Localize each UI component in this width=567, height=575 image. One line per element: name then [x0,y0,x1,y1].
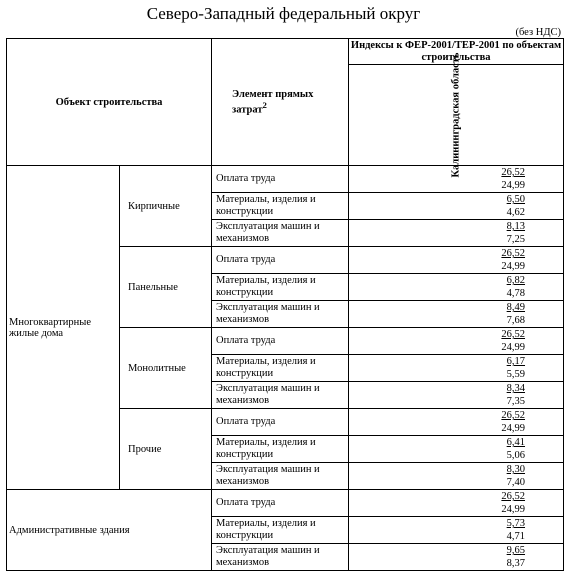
index-value-primary: 26,52 [501,410,526,421]
index-values [349,355,564,382]
cost-element: Материалы, изделия и конструкции [212,436,349,463]
index-value-secondary: 24,99 [501,261,526,272]
header-indices: Индексы к ФЕР-2001/ТЕР-2001 по объектам строительства [349,39,564,65]
object-subgroup: Прочие [120,409,212,490]
index-value-primary: 8,49 [506,302,526,313]
index-value-primary: 26,52 [501,167,526,178]
table-row [7,490,564,517]
index-values [349,436,564,463]
index-values [349,274,564,301]
index-value-secondary: 5,59 [506,369,526,380]
object-subgroup: Панельные [120,247,212,328]
index-value-primary: 6,82 [506,275,526,286]
header-element [212,39,349,166]
index-value-secondary: 4,71 [506,531,526,542]
header-element-text: Элемент прямых затрат [232,88,314,116]
index-value-secondary: 24,99 [501,423,526,434]
cost-element: Материалы, изделия и конструкции [212,193,349,220]
index-value-secondary: 24,99 [501,180,526,191]
cost-element: Оплата труда [212,409,349,436]
index-value-secondary: 4,78 [506,288,526,299]
cost-element: Оплата труда [212,490,349,517]
cost-element: Эксплуатация машин и механизмов [212,544,349,571]
object-subgroup: Кирпичные [120,166,212,247]
index-value-primary: 26,52 [501,248,526,259]
cost-element: Материалы, изделия и конструкции [212,355,349,382]
cost-element: Оплата труда [212,328,349,355]
index-values [349,247,564,274]
header-element-sup: 2 [262,99,267,110]
index-value-primary: 8,13 [506,221,526,232]
cost-element: Эксплуатация машин и механизмов [212,220,349,247]
index-values [349,409,564,436]
index-values [349,463,564,490]
cost-element: Материалы, изделия и конструкции [212,274,349,301]
index-value-primary: 6,41 [506,437,526,448]
cost-element: Оплата труда [212,166,349,193]
index-values [349,328,564,355]
index-value-secondary: 7,40 [506,477,526,488]
index-value-primary: 8,34 [506,383,526,394]
indices-table [6,38,564,571]
cost-element: Оплата труда [212,247,349,274]
index-value-secondary: 7,35 [506,396,526,407]
page-title: Северо-Западный федеральный округ [146,4,421,23]
header-region-text: Калининградская область [450,52,462,178]
index-value-primary: 6,50 [506,194,526,205]
index-value-primary: 26,52 [501,491,526,502]
header-object: Объект строительства [7,39,212,166]
vat-note: (без НДС) [515,27,561,38]
index-value-secondary: 7,68 [506,315,526,326]
index-values [349,517,564,544]
index-value-secondary: 4,62 [506,207,526,218]
index-value-primary: 26,52 [501,329,526,340]
index-values [349,544,564,571]
cost-element: Эксплуатация машин и механизмов [212,382,349,409]
index-value-primary: 6,17 [506,356,526,367]
object-group: Многоквартирные жилые дома [7,166,120,490]
object-group: Административные здания [7,490,212,571]
index-values [349,193,564,220]
index-value-primary: 9,65 [506,545,526,556]
index-values [349,220,564,247]
index-value-secondary: 24,99 [501,342,526,353]
index-values [349,301,564,328]
cost-element: Эксплуатация машин и механизмов [212,463,349,490]
index-value-secondary: 8,37 [506,558,526,569]
index-value-primary: 5,73 [506,518,526,529]
cost-element: Эксплуатация машин и механизмов [212,301,349,328]
cost-element: Материалы, изделия и конструкции [212,517,349,544]
index-value-secondary: 24,99 [501,504,526,515]
object-subgroup: Монолитные [120,328,212,409]
index-values [349,382,564,409]
index-value-secondary: 7,25 [506,234,526,245]
table-row [7,166,564,193]
index-values [349,490,564,517]
index-value-primary: 8,30 [506,464,526,475]
index-value-secondary: 5,06 [506,450,526,461]
